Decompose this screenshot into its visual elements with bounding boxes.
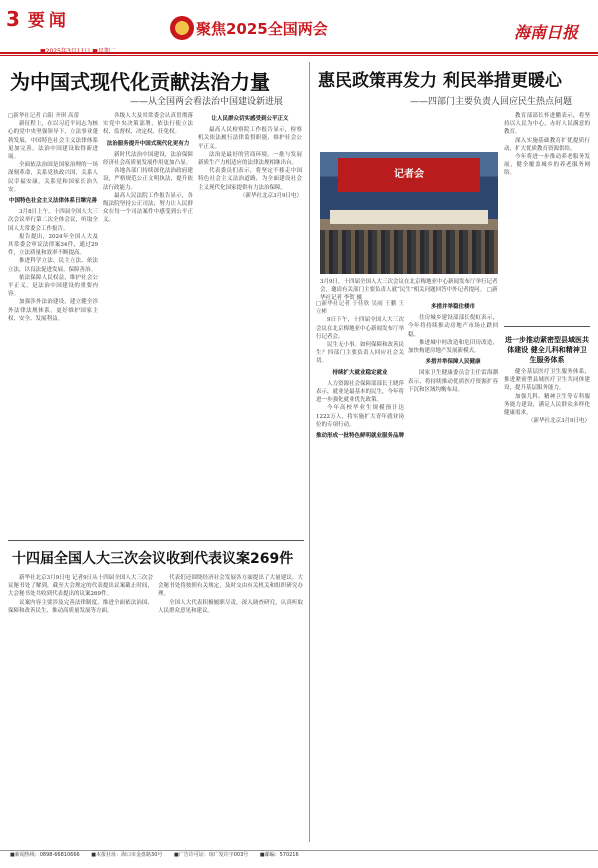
paragraph: 深入实施基础教育扩优提质行动，扩大优质教育资源供给。 [504, 137, 590, 152]
paragraph: 依法保障人民权益，维护社会公平正义，是法治中国建设的重要内容。 [8, 274, 98, 298]
press-conference-photo [320, 152, 498, 274]
paragraph: 推进城中村改造和危旧房改造，加快构建房地产发展新模式。 [408, 339, 498, 355]
article2-col1 [316, 300, 404, 840]
subsection-title: 法治服务提升中国式现代化更有力 [106, 140, 190, 147]
photo-table [330, 210, 488, 224]
photo-screen-text: 记者会 [338, 158, 480, 192]
paragraph: 议案内容主要涉及完善法律制度、推进全面依法治国、保障和改善民生、推动高质量发展等方面。 [8, 599, 153, 614]
article1-col3 [198, 112, 302, 532]
paragraph: 人力资源社会保障部部长王晓萍表示，就业是最基本的民生，今年将进一步强化就业优先政策。 [316, 380, 404, 404]
footer-item: ■广告许可证：琼广发许字003号 [173, 852, 249, 858]
section-name: 要闻 [27, 11, 70, 31]
focus-banner: 聚焦2025全国两会 [196, 20, 328, 38]
paper-logo: 海南日报 [513, 23, 578, 42]
header-rule-thin [0, 55, 598, 56]
paragraph: 国家卫生健康委员会主任雷海潮表示，将持续推动优质医疗资源扩容下沉和区域均衡布局。 [408, 370, 498, 393]
paragraph: 3月8日上午，十四届全国人大三次会议举行第二次全体会议，听取全国人大常委会工作报告。 [8, 209, 98, 232]
paragraph: 各地各部门持续深化法治政府建设，严格规范公正文明执法，提升依法行政能力。 [103, 168, 193, 191]
article1-subhead: ——从全国两会看法治中国建设新进展 [130, 97, 284, 107]
paragraph: 全面依法治国是国家治理的一场深刻革命，关系党执政兴国，关系人民幸福安康，关系党和国家长治久安。 [8, 162, 98, 193]
paragraph: 报告提出，2024年全国人大及其常委会审议法律案34件，通过29件，立法质量和效率不断提高。 [8, 233, 98, 257]
paragraph: 最高人民检察院工作报告显示，检察机关依法履行法律监督职能，维护社会公平正义。 [198, 127, 302, 150]
emblem-icon [170, 16, 194, 40]
subsection-title: 推动形成一批特色鲜明就业服务品牌 [316, 433, 404, 440]
paragraph: 加强涉外法治建设，建立健全涉外法律法规体系，更好维护国家主权、安全、发展利益。 [8, 299, 98, 322]
article3-col1 [8, 574, 153, 844]
article2-subhead: ——四部门主要负责人回应民生热点问题 [410, 97, 573, 107]
footer-item: ■本报社址：海口市金盘路30号 [91, 852, 163, 858]
paragraph: 各级人大及其常委会认真贯彻落实党中央决策部署，依法行使立法权、监督权、决定权、任免权。 [103, 113, 193, 136]
subsection-title: 持续扩大就业稳定就业 [332, 369, 388, 376]
paragraph: 全国人大代表积极履职尽责，深入调查研究，认真听取人民群众意见和建议。 [158, 599, 303, 614]
article2-source: （新华社北京3月9日电） [528, 418, 590, 425]
article2-col2 [408, 300, 498, 840]
paragraph: 新时代法治中国建设，法治保障经济社会高质量发展作用更加凸显。 [103, 151, 193, 167]
paragraph: 住房城乡建设部部长倪虹表示，今年将持续推动房地产市场止跌回稳。 [408, 315, 498, 338]
article1-byline: □新华社记者 白阳 齐琪 高蕾 [8, 113, 79, 119]
subsection-title: 多措并举保障人民健康 [425, 359, 481, 366]
paragraph: 新征程上，在以习近平同志为核心的党中央坚强领导下，立法事业蓬勃发展，中国特色社会主义法律体系更加完善，法治中国建设取得新进展。 [8, 121, 98, 161]
paragraph: 今年将进一步推动养老服务发展，健全覆盖城乡的养老服务网络。 [504, 154, 590, 177]
paragraph: 新华社北京3月9日电 记者9日从十四届全国人大三次会议秘书处了解到，截至大会规定的代表提出议案截止时间，大会秘书处共收到代表提出的议案269件。 [8, 575, 153, 598]
page-header [0, 0, 598, 40]
photo-caption: 3月9日，十四届全国人大三次会议在北京梅地亚中心新闻发布厅举行记者会，邀请有关部门主要负责人就“民生”相关问题回答中外记者提问。 □新华社记者 李贺 摄 [320, 279, 498, 301]
paragraph: 健全基层医疗卫生服务体系，推进紧密型县域医疗卫生共同体建设，提升基层服务能力。 [504, 369, 590, 392]
paragraph: 最高人民法院工作报告显示，各级法院坚持公正司法，努力让人民群众在每一个司法案件中感受到公平正义。 [103, 192, 193, 224]
photo-crowd [320, 230, 498, 274]
article3-headline: 十四届全国人大三次会议收到代表议案269件 [12, 551, 294, 567]
footer-item: ■新闻热线：0898-66810666 [10, 852, 80, 858]
paragraph: 推进科学立法、民主立法、依法立法，以良法促进发展、保障善治。 [8, 258, 98, 273]
section-rule [8, 540, 304, 541]
paragraph: 法治是最好的营商环境。一批与发展新质生产力相适应的法律法规相继出台。 [198, 151, 302, 167]
paragraph: 今年高校毕业生规模预计达1222万人，将实施扩大青年就业岗位的专项行动。 [316, 405, 404, 428]
paragraph: 代表们还围绕经济社会发展各方面提出了大量建议。大会秘书处将按照有关规定，及时交由有关机关和组织研究办理。 [158, 575, 303, 598]
article2-col3 [504, 112, 590, 322]
footer-item: ■邮编：570216 [259, 852, 299, 858]
paragraph: 教育部部长怀进鹏表示，将坚持以人民为中心，办好人民满意的教育。 [504, 113, 590, 136]
subsection-title: 多措并举稳住楼市 [430, 304, 475, 310]
article1-col2 [103, 112, 193, 532]
article1-headline: 为中国式现代化贡献法治力量 [10, 70, 270, 94]
article1-col1 [8, 112, 98, 532]
article3-col2 [158, 574, 303, 844]
side-article [504, 332, 590, 842]
article2-byline: □新华社记者 于佳欣 吴雨 王鹏 王立彬 [316, 301, 404, 316]
column-divider [309, 62, 310, 842]
side-rule [504, 326, 590, 327]
paragraph: 9日下午，十四届全国人大三次会议在北京梅地亚中心新闻发布厅举行记者会。 [316, 317, 404, 340]
paragraph: 民生无小事。如何保障和改善民生？四部门主要负责人回应社会关切。 [316, 342, 404, 365]
article1-source: （新华社北京3月9日电） [240, 192, 302, 199]
subsection-title: 中国特色社会主义法律体系日臻完善 [8, 198, 97, 205]
header-rule [0, 52, 598, 54]
page-section [6, 6, 70, 31]
article2-headline: 惠民政策再发力 利民举措更暖心 [318, 71, 562, 91]
side-article-headline: 进一步推动紧密型县域医共体建设 健全儿科和精神卫生服务体系 [505, 335, 589, 364]
paragraph: 加强儿科、精神卫生等专科服务能力建设，满足人民群众多样化健康需求。 [504, 393, 590, 417]
subsection-title: 让人民群众切实感受到公平正义 [211, 116, 289, 122]
page-number: 3 [6, 7, 20, 31]
paragraph: 代表委员们表示，将坚定不移走中国特色社会主义法治道路，为全面建设社会主义现代化国家提供有力法治保障。 [198, 168, 302, 191]
page-footer [0, 850, 598, 868]
